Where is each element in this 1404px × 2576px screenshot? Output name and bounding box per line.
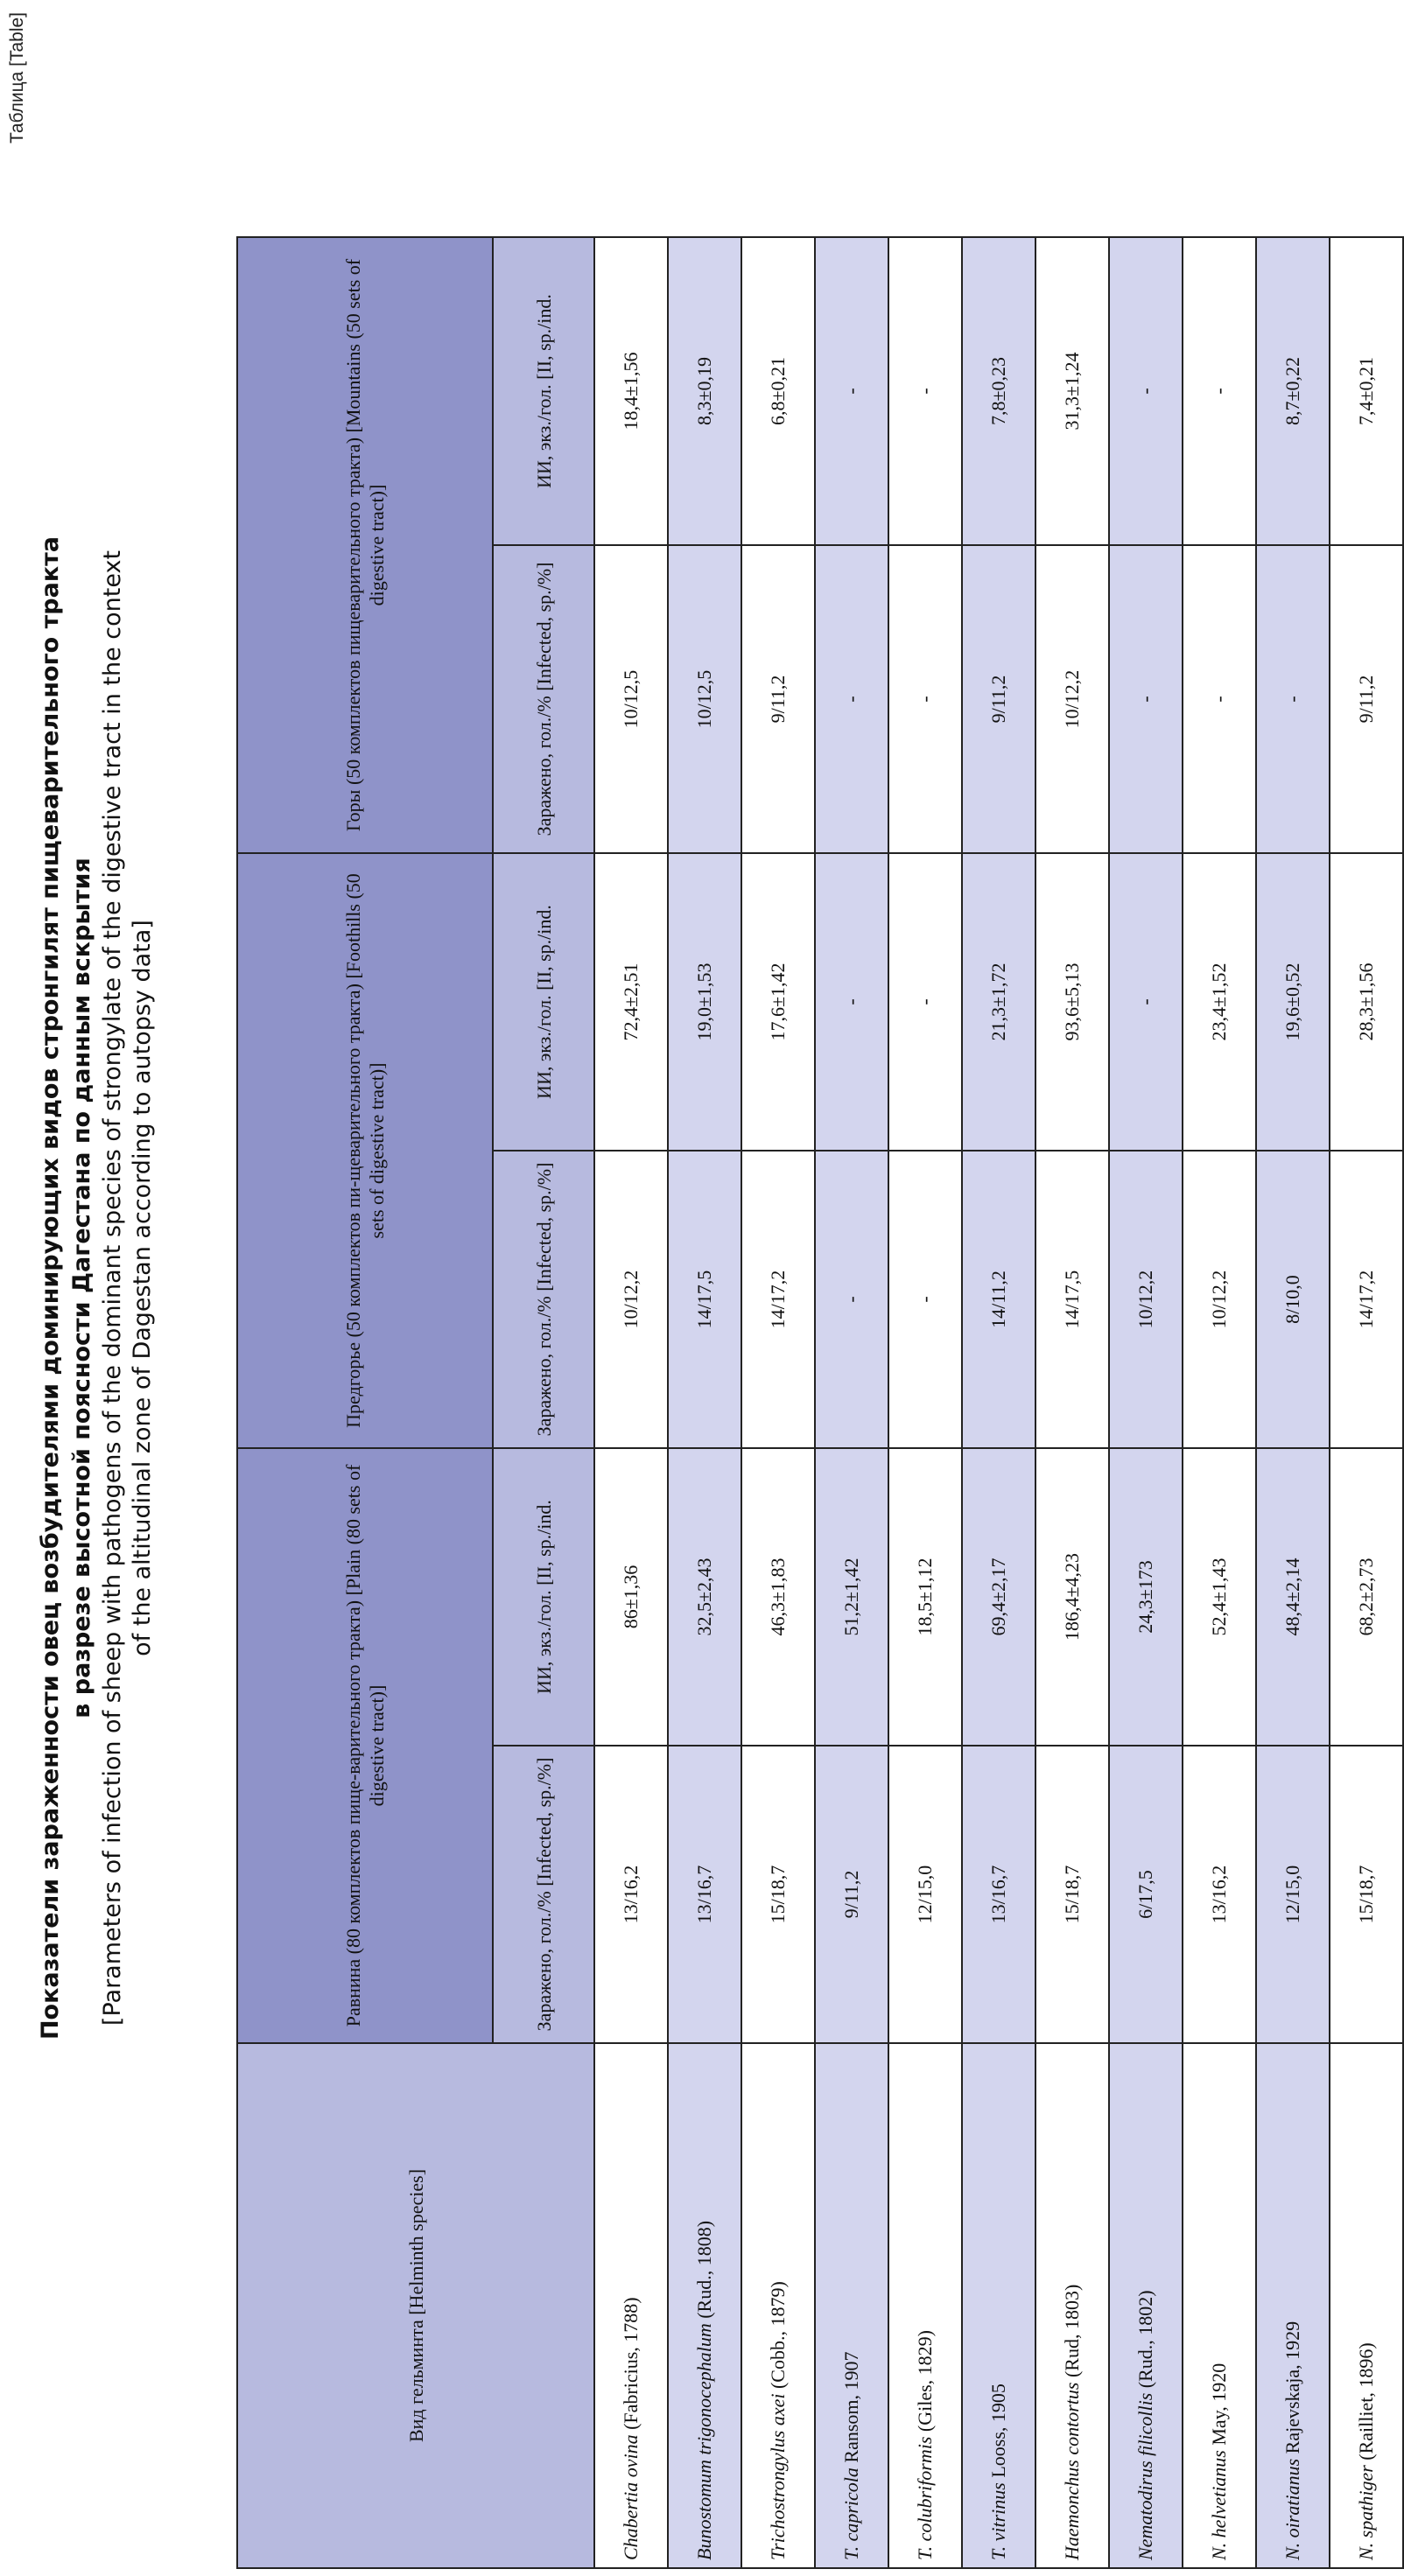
cell-m-ii: - [815, 237, 888, 545]
species-name: N. helvetianus [1208, 2450, 1230, 2560]
cell-p-inf: 12/15,0 [888, 1746, 962, 2043]
cell-f-ii: 19,0±1,53 [668, 853, 741, 1151]
cell-p-inf: 13/16,7 [962, 1746, 1035, 2043]
cell-p-ii: 52,4±1,43 [1183, 1448, 1256, 1746]
table-row [815, 237, 888, 2568]
species-name: T. vitrinus [987, 2482, 1009, 2560]
header-mountains: Горы (50 комплектов пищеварительного тракта) [Mountains (50 sets of digestive tract)] [237, 237, 493, 853]
cell-m-ii: 18,4±1,56 [594, 237, 668, 545]
cell-m-ii: 31,3±1,24 [1035, 237, 1109, 545]
cell-p-ii: 51,2±1,42 [815, 1448, 888, 1746]
species-name-cell [594, 2043, 668, 2568]
table-row [1035, 237, 1109, 2568]
cell-f-ii: 17,6±1,42 [741, 853, 815, 1151]
table-row [594, 237, 668, 2568]
cell-m-ii: 7,8±0,23 [962, 237, 1035, 545]
species-author: May, 1920 [1208, 2362, 1230, 2451]
species-name: Trichostrongylus axei [767, 2393, 789, 2560]
cell-p-inf: 15/18,7 [741, 1746, 815, 2043]
cell-f-ii: 23,4±1,52 [1183, 853, 1256, 1151]
subheader-mountains-infected: Заражено, гол./% [Infected, sp./%] [493, 545, 594, 853]
header-foothills: Предгорье (50 комплектов пи-щеварительного тракта) [Foothills (50 sets of digestive tract)] [237, 853, 493, 1448]
cell-p-ii: 24,3±173 [1109, 1448, 1183, 1746]
cell-m-inf: 10/12,5 [594, 545, 668, 853]
cell-m-inf: 10/12,2 [1035, 545, 1109, 853]
cell-p-inf: 12/15,0 [1256, 1746, 1330, 2043]
cell-f-ii: 72,4±2,51 [594, 853, 668, 1151]
cell-f-ii: 28,3±1,56 [1330, 853, 1403, 1151]
cell-f-ii: 21,3±1,72 [962, 853, 1035, 1151]
cell-m-ii: 6,8±0,21 [741, 237, 815, 545]
species-name-cell [815, 2043, 888, 2568]
subheader-foothills-ii: ИИ, экз./гол. [II, sp./ind. [493, 853, 594, 1151]
cell-p-inf: 13/16,7 [668, 1746, 741, 2043]
cell-f-inf: 10/12,2 [1109, 1151, 1183, 1448]
cell-f-inf: 8/10,0 [1256, 1151, 1330, 1448]
cell-f-inf: 14/17,2 [741, 1151, 815, 1448]
cell-p-ii: 86±1,36 [594, 1448, 668, 1746]
table-row [1109, 237, 1183, 2568]
cell-f-ii: - [815, 853, 888, 1151]
cell-p-ii: 186,4±4,23 [1035, 1448, 1109, 1746]
cell-p-inf: 9/11,2 [815, 1746, 888, 2043]
cell-m-ii: - [1183, 237, 1256, 545]
cell-m-ii: 8,7±0,22 [1256, 237, 1330, 545]
species-author: (Railliet, 1896) [1355, 2342, 1377, 2466]
cell-f-inf: 10/12,2 [1183, 1151, 1256, 1448]
cell-m-inf: - [1256, 545, 1330, 853]
species-name: T. capricola [840, 2468, 862, 2560]
cell-f-inf: - [888, 1151, 962, 1448]
species-author: (Rud., 1802) [1134, 2290, 1156, 2393]
species-name-cell [1330, 2043, 1403, 2568]
cell-f-inf: - [815, 1151, 888, 1448]
cell-f-inf: 14/17,5 [1035, 1151, 1109, 1448]
cell-m-ii: - [888, 237, 962, 545]
species-author: Looss, 1905 [987, 2384, 1009, 2483]
cell-p-ii: 32,5±2,43 [668, 1448, 741, 1746]
cell-p-ii: 18,5±1,12 [888, 1448, 962, 1746]
species-name: Nematodirus filicollis [1134, 2392, 1156, 2560]
cell-p-ii: 46,3±1,83 [741, 1448, 815, 1746]
species-author: Rajevskaja, 1929 [1281, 2320, 1303, 2459]
cell-f-inf: 10/12,2 [594, 1151, 668, 1448]
cell-f-inf: 14/11,2 [962, 1151, 1035, 1448]
cell-m-inf: 10/12,5 [668, 545, 741, 853]
table-row [668, 237, 741, 2568]
species-author: (Rud., 1808) [693, 2220, 715, 2324]
table-row [1330, 237, 1403, 2568]
table-title [35, 0, 158, 2576]
table-body [594, 237, 1403, 2568]
cell-m-ii: 7,4±0,21 [1330, 237, 1403, 545]
cell-m-inf: - [815, 545, 888, 853]
infection-table [236, 236, 1404, 2569]
species-name: T. colubriformis [914, 2436, 936, 2560]
cell-m-inf: 9/11,2 [741, 545, 815, 853]
cell-m-inf: 9/11,2 [962, 545, 1035, 853]
species-name: Haemonchus contortus [1061, 2382, 1083, 2560]
species-name: N. spathiger [1355, 2465, 1377, 2560]
table-row [888, 237, 962, 2568]
table-row [1183, 237, 1256, 2568]
cell-m-inf: - [1183, 545, 1256, 853]
species-name: Chabertia ovina [620, 2434, 642, 2560]
cell-p-inf: 13/16,2 [594, 1746, 668, 2043]
cell-f-ii: 93,6±5,13 [1035, 853, 1109, 1151]
cell-m-ii: 8,3±0,19 [668, 237, 741, 545]
header-plain: Равнина (80 комплектов пище-варительного тракта) [Plain (80 sets of digestive tract)] [237, 1448, 493, 2043]
cell-p-ii: 48,4±2,14 [1256, 1448, 1330, 1746]
cell-p-inf: 15/18,7 [1330, 1746, 1403, 2043]
cell-f-inf: 14/17,2 [1330, 1151, 1403, 1448]
title-ru-line1: Показатели зараженности овец возбудителями доминирующих видов стронгилят пищеварительного тракта [37, 536, 64, 2040]
cell-f-ii: 19,6±0,52 [1256, 853, 1330, 1151]
cell-m-inf: 9/11,2 [1330, 545, 1403, 853]
cell-f-ii: - [888, 853, 962, 1151]
species-author: Ransom, 1907 [840, 2351, 862, 2468]
title-ru-line2: в разрезе высотной поясности Дагестана по данным вскрытия [68, 858, 95, 1718]
subheader-plain-infected: Заражено, гол./% [Infected, sp./%] [493, 1746, 594, 2043]
table-row [741, 237, 815, 2568]
cell-p-inf: 13/16,2 [1183, 1746, 1256, 2043]
header-species: Вид гельминта [Helminth species] [237, 2043, 594, 2568]
species-author: (Fabricius, 1788) [620, 2297, 642, 2435]
species-name: Bunostomum trigonocephalum [693, 2323, 715, 2560]
cell-m-ii: - [1109, 237, 1183, 545]
species-author: (Giles, 1829) [914, 2330, 936, 2437]
species-name-cell [668, 2043, 741, 2568]
cell-p-inf: 15/18,7 [1035, 1746, 1109, 2043]
title-en-line1: [Parameters of infection of sheep with pathogens of the dominant species of strongylate of the digestive tract in the context [99, 550, 126, 2026]
species-name-cell [888, 2043, 962, 2568]
species-name-cell [1109, 2043, 1183, 2568]
species-name-cell [1035, 2043, 1109, 2568]
table-row [962, 237, 1035, 2568]
species-author: (Cobb., 1879) [767, 2281, 789, 2394]
cell-f-ii: - [1109, 853, 1183, 1151]
subheader-foothills-infected: Заражено, гол./% [Infected, sp./%] [493, 1151, 594, 1448]
cell-m-inf: - [1109, 545, 1183, 853]
table-label: Таблица [Table] [7, 12, 27, 144]
species-author: (Rud, 1803) [1061, 2284, 1083, 2383]
species-name-cell [962, 2043, 1035, 2568]
cell-p-inf: 6/17,5 [1109, 1746, 1183, 2043]
species-name-cell [1256, 2043, 1330, 2568]
subheader-mountains-ii: ИИ, экз./гол. [II, sp./ind. [493, 237, 594, 545]
title-en-line2: of the altitudinal zone of Dagestan according to autopsy data] [129, 920, 156, 1656]
species-name: N. oiratianus [1281, 2458, 1303, 2560]
cell-m-inf: - [888, 545, 962, 853]
cell-p-ii: 68,2±2,73 [1330, 1448, 1403, 1746]
species-name-cell [741, 2043, 815, 2568]
species-name-cell [1183, 2043, 1256, 2568]
cell-f-inf: 14/17,5 [668, 1151, 741, 1448]
table-row [1256, 237, 1330, 2568]
subheader-plain-ii: ИИ, экз./гол. [II, sp./ind. [493, 1448, 594, 1746]
cell-p-ii: 69,4±2,17 [962, 1448, 1035, 1746]
